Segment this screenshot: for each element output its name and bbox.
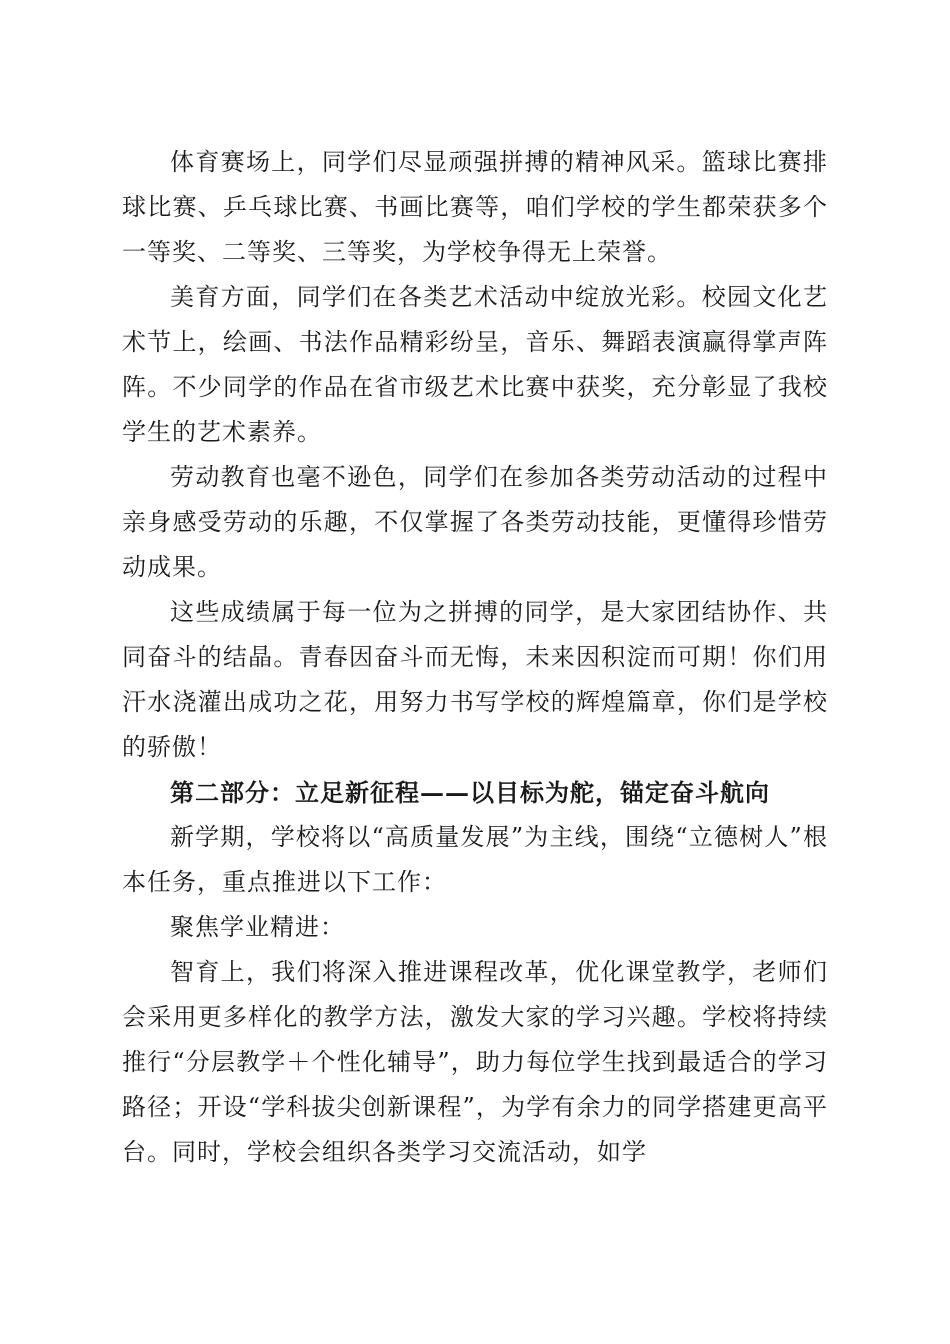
paragraph-sports: 体育赛场上，同学们尽显顽强拼搏的精神风采。篮球比赛排球比赛、乒乓球比赛、书画比赛等，咱们学校的学生都荣获多个一等奖、二等奖、三等奖，为学校争得无上荣誉。 — [122, 148, 828, 266]
paragraph-new-semester: 新学期，学校将以“高质量发展”为主线，围绕“立德树人”根本任务，重点推进以下工作： — [122, 823, 828, 896]
paragraph-intellectual-education: 智育上，我们将深入推进课程改革，优化课堂教学，老师们会采用更多样化的教学方法，激发大家的学习兴趣。学校将持续推行“分层教学＋个性化辅导”，助力每位学生找到最适合的学习路径；开设“学科拔尖创新课程”，为学有余力的同学搭建更高平台。同时，学校会组织各类学习交流活动，如学 — [122, 958, 828, 1166]
section-heading: 第二部分：立足新征程——以目标为舵，锚定奋斗航向 — [170, 778, 770, 807]
document-page — [122, 140, 828, 1175]
paragraph-labor: 劳动教育也毫不逊色，同学们在参加各类劳动活动的过程中亲身感受劳动的乐趣，不仅掌握了各类劳动技能，更懂得珍惜劳动成果。 — [122, 463, 828, 581]
paragraph-aesthetics: 美育方面，同学们在各类艺术活动中绽放光彩。校园文化艺术节上，绘画、书法作品精彩纷呈，音乐、舞蹈表演赢得掌声阵阵。不少同学的作品在省市级艺术比赛中获奖，充分彰显了我校学生的艺术素养。 — [122, 283, 828, 446]
paragraph-focus-study: 聚焦学业精进： — [170, 913, 345, 941]
paragraph-achievements: 这些成绩属于每一位为之拼搏的同学，是大家团结协作、共同奋斗的结晶。青春因奋斗而无悔，未来因积淀而可期！你们用汗水浇灌出成功之花，用努力书写学校的辉煌篇章，你们是学校的骄傲！ — [122, 598, 828, 761]
